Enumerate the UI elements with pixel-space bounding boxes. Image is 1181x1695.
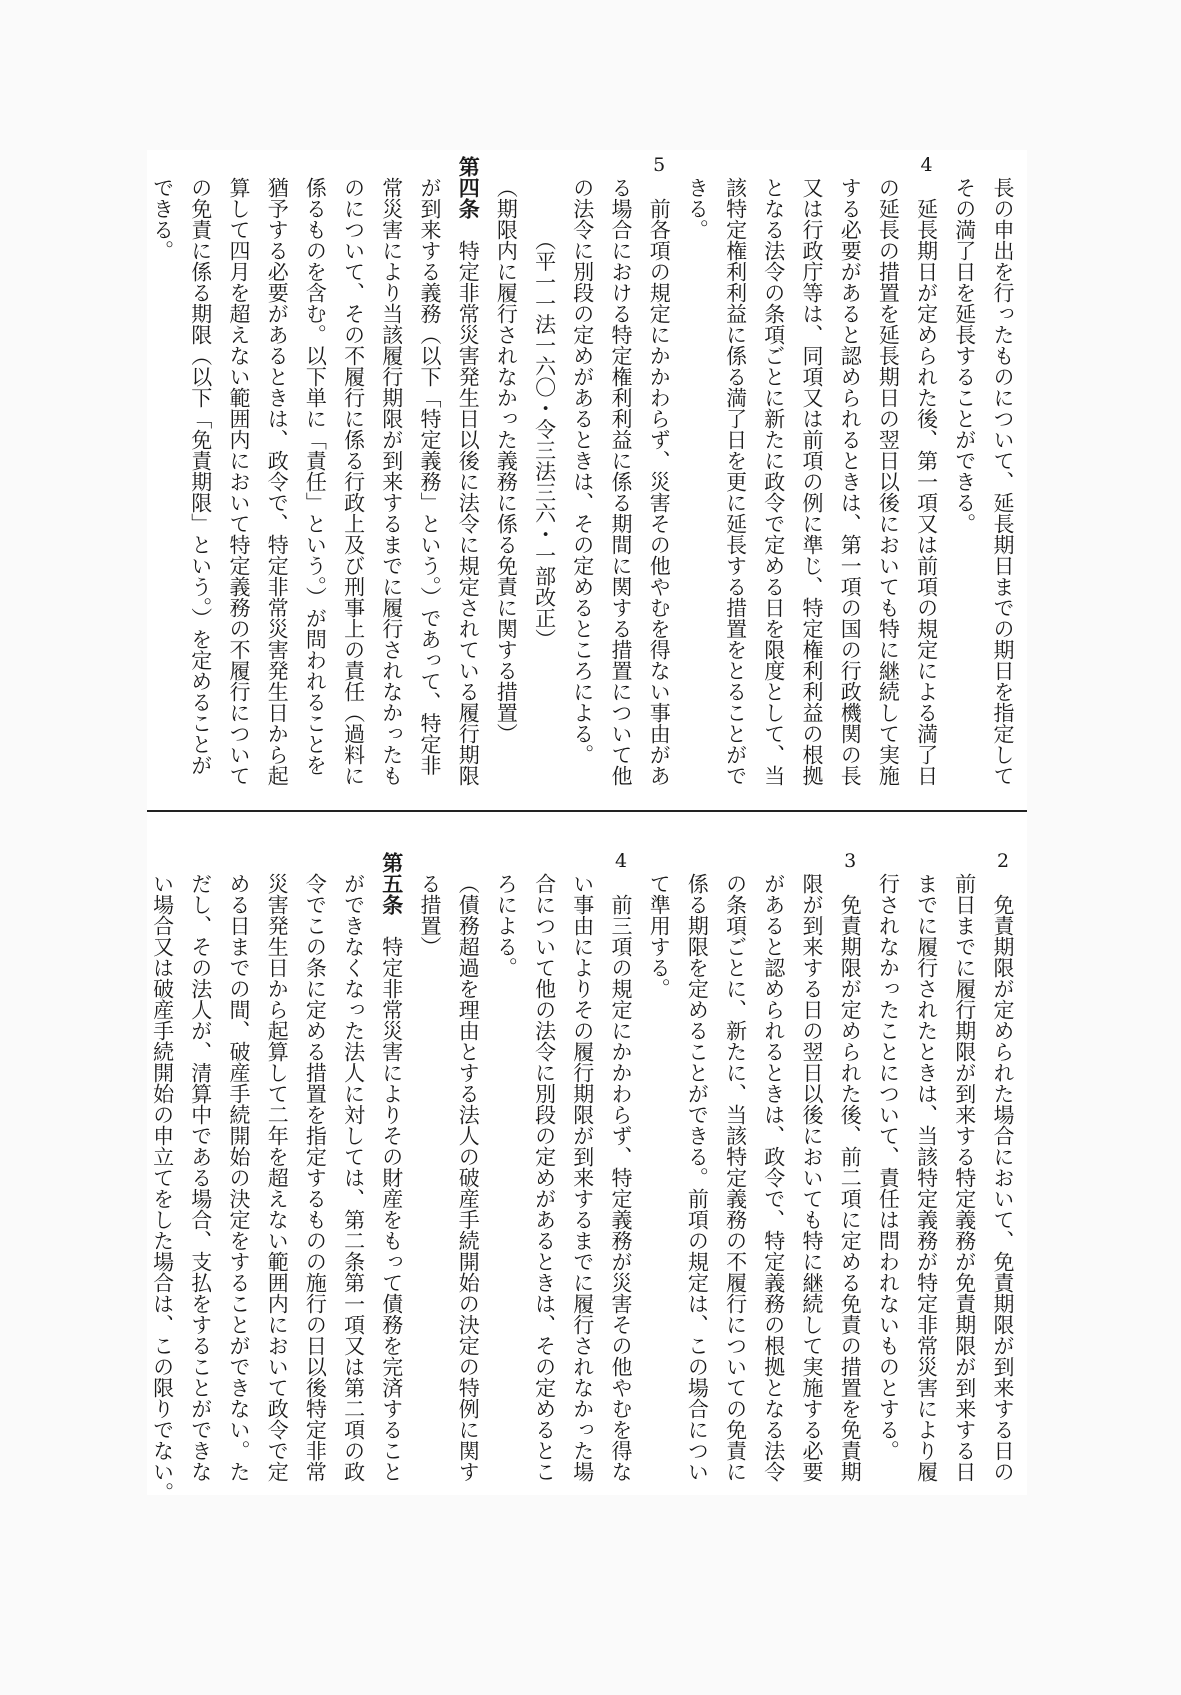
text-column <box>487 873 525 978</box>
column-text: 常災害により当該履行期限が到来するまでに履行されなかったも <box>379 177 404 786</box>
paragraph-number: 4 <box>920 154 933 176</box>
text-column <box>755 177 793 786</box>
column-text: 長の申出を行ったものについて、延長期日までの期日を指定して <box>991 177 1015 786</box>
column-text: 免責期限が定められた後、前二項に定める免責の措置を免責期 <box>838 873 863 1482</box>
text-column <box>296 177 334 776</box>
text-column <box>144 873 182 1503</box>
text-column <box>258 177 296 786</box>
text-column <box>793 177 831 786</box>
text-column <box>984 177 1022 786</box>
column-text: 算して四月を超えない範囲内において特定義務の不履行について <box>227 177 251 786</box>
column-text: て準用する。 <box>647 873 672 999</box>
text-column <box>869 177 907 786</box>
column-text: 係るものを含む。以下単に「責任」という。）が問われることを <box>303 177 328 776</box>
column-text: い事由によりその履行期限が到来するまでに履行されなかった場 <box>570 873 595 1482</box>
text-column <box>182 177 220 776</box>
column-text: 猶予する必要があるときは、政令で、特定非常災害発生日から起 <box>265 177 290 786</box>
column-text: ができなくなった法人に対しては、第二条第一項又は第二項の政 <box>341 873 366 1482</box>
text-column <box>564 177 602 765</box>
text-column <box>335 873 373 1482</box>
column-text: 免責期限が定められた場合において、免責期限が到来する日の <box>991 873 1015 1482</box>
text-column <box>678 177 716 240</box>
column-text: までに履行されたときは、当該特定義務が特定非常災害により履 <box>914 873 939 1482</box>
text-column <box>564 873 602 1482</box>
page-divider <box>147 810 1027 812</box>
column-text: （債務超過を理由とする法人の破産手続開始の決定の特例に関す <box>456 873 481 1482</box>
paragraph-number: 4 <box>614 850 628 872</box>
text-column <box>869 873 907 1461</box>
article-heading-column <box>373 852 411 1482</box>
column-text: 行されなかったことについて、責任は問われないものとする。 <box>876 873 901 1461</box>
column-text: があると認められるときは、政令で、特定義務の根拠となる法令 <box>761 873 786 1482</box>
text-column <box>220 177 258 786</box>
text-column <box>602 177 640 786</box>
text-column <box>602 850 640 1482</box>
column-text: 限が到来する日の翌日以後においても特に継続して実施する必要 <box>800 873 824 1482</box>
column-text: 前日までに履行期限が到来する特定義務が免責期限が到来する日 <box>952 873 977 1482</box>
text-column <box>908 154 946 786</box>
text-column <box>144 177 182 261</box>
text-column <box>526 177 564 650</box>
column-text: （平一一法一六〇・令三法三六・一部改正） <box>532 177 557 650</box>
column-text: のについて、その不履行に係る行政上及び刑事上の責任（過料に <box>341 177 366 786</box>
column-text: の法令に別段の定めがあるときは、その定めるところによる。 <box>570 177 595 765</box>
column-text: ろによる。 <box>494 873 519 978</box>
column-text: 特定非常災害によりその財産をもって債務を完済すること <box>379 915 404 1482</box>
column-text: る措置） <box>418 873 442 957</box>
column-text: が到来する義務（以下「特定義務」という。）であって、特定非 <box>418 177 442 776</box>
column-text: する必要があると認められるときは、第一項の国の行政機関の長 <box>838 177 863 786</box>
column-text: 延長期日が定められた後、第一項又は前項の規定による満了日 <box>914 177 939 786</box>
text-column <box>717 873 755 1482</box>
column-text: 該特定権利利益に係る満了日を更に延長する措置をとることがで <box>723 177 748 786</box>
column-text: 前三項の規定にかかわらず、特定義務が災害その他やむを得な <box>609 873 633 1482</box>
column-text: の免責に係る期限（以下「免責期限」という。）を定めることが <box>188 177 213 776</box>
text-column <box>793 873 831 1482</box>
text-column <box>946 873 984 1482</box>
text-column <box>831 177 869 786</box>
column-text: める日までの間、破産手続開始の決定をすることができない。た <box>227 873 251 1482</box>
text-column <box>335 177 373 786</box>
column-text: その満了日を延長することができる。 <box>952 177 977 534</box>
article-heading-column <box>449 156 487 786</box>
text-column <box>258 873 296 1482</box>
paragraph-number: 2 <box>996 850 1010 872</box>
column-text: い場合又は破産手続開始の申立てをした場合は、この限りでない。 <box>150 873 175 1503</box>
text-column <box>640 154 678 786</box>
text-column <box>449 873 487 1482</box>
column-text: 係る期限を定めることができる。前項の規定は、この場合につい <box>685 873 710 1482</box>
text-column <box>640 873 678 999</box>
text-column <box>373 177 411 786</box>
paragraph-number: 3 <box>844 850 857 872</box>
column-text: の条項ごとに、新たに、当該特定義務の不履行についての免責に <box>723 873 748 1482</box>
text-column <box>946 177 984 534</box>
column-text: る場合における特定権利利益に係る期間に関する措置について他 <box>609 177 633 786</box>
text-column <box>526 873 564 1482</box>
paragraph-number: 5 <box>653 154 666 176</box>
column-text: となる法令の条項ごとに新たに政令で定める日を限度として、当 <box>761 177 786 786</box>
text-column <box>755 873 793 1482</box>
text-column <box>678 873 716 1482</box>
text-column <box>220 873 258 1482</box>
text-column <box>182 873 220 1482</box>
text-column <box>411 177 449 776</box>
column-text: だし、その法人が、清算中である場合、支払をすることができな <box>188 873 213 1482</box>
column-text: きる。 <box>685 177 710 240</box>
column-text: 前各項の規定にかかわらず、災害その他やむを得ない事由があ <box>647 177 672 786</box>
column-text: 災害発生日から起算して二年を超えない範囲内において政令で定 <box>265 873 290 1482</box>
text-column <box>487 177 525 744</box>
text-column <box>717 177 755 786</box>
column-text: （期限内に履行されなかった義務に係る免責に関する措置） <box>494 177 519 744</box>
column-text: の延長の措置を延長期日の翌日以後においても特に継続して実施 <box>876 177 901 786</box>
text-column <box>296 873 334 1482</box>
column-text: できる。 <box>150 177 175 261</box>
column-text: 又は行政庁等は、同項又は前項の例に準じ、特定権利利益の根拠 <box>800 177 824 786</box>
column-text: 令でこの条に定める措置を指定するものの施行の日以後特定非常 <box>303 873 328 1482</box>
text-column <box>411 873 449 957</box>
text-column <box>908 873 946 1482</box>
article-number: 第五条 <box>379 852 405 915</box>
column-text: 特定非常災害発生日以後に法令に規定されている履行期限 <box>456 219 481 786</box>
text-column <box>831 850 869 1482</box>
article-number: 第四条 <box>456 156 482 219</box>
column-text: 合について他の法令に別段の定めがあるときは、その定めるとこ <box>532 873 557 1482</box>
text-column <box>984 850 1022 1482</box>
